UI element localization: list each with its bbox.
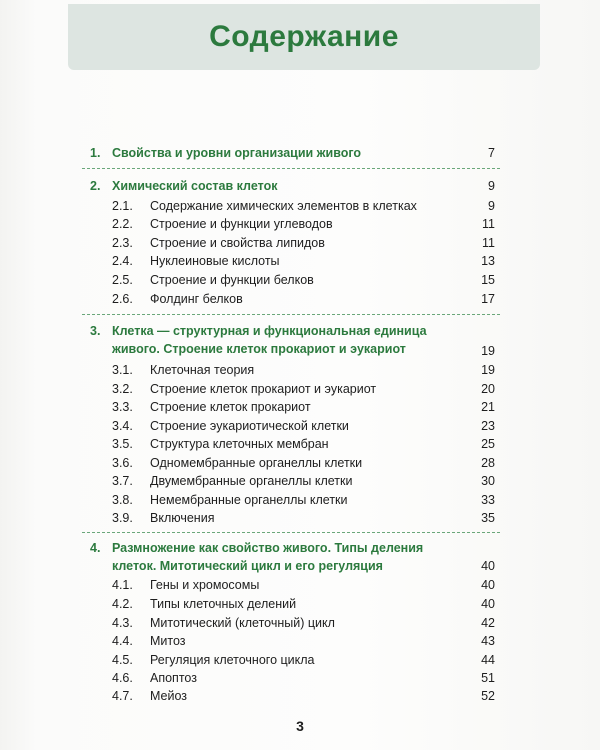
item-title: Гены и хромосомы <box>150 578 260 592</box>
chapter-title-line1: Размножение как свойство живого. Типы деления <box>112 541 424 555</box>
item-title: Апоптоз <box>150 671 197 685</box>
item-page: 11 <box>482 217 495 231</box>
chapter-title-line1: Клетка — структурная и функциональная единица <box>112 324 427 338</box>
item-number: 3.1. <box>112 363 133 377</box>
item-title: Строение клеток прокариот <box>150 400 311 414</box>
item-number: 3.5. <box>112 437 133 451</box>
item-number: 3.4. <box>112 419 133 433</box>
item-title: Строение клеток прокариот и эукариот <box>150 382 377 396</box>
item-page: 33 <box>481 493 495 507</box>
item-page: 17 <box>481 292 495 306</box>
chapter-title-line2: живого. Строение клеток прокариот и эукариот <box>112 342 406 356</box>
item-title: Регуляция клеточного цикла <box>150 653 315 667</box>
item-page: 13 <box>481 254 495 268</box>
item-page: 19 <box>481 363 495 377</box>
item-title: Структура клеточных мембран <box>150 437 329 451</box>
item-page: 40 <box>481 597 495 611</box>
item-number: 2.4. <box>112 254 133 268</box>
item-title: Немембранные органеллы клетки <box>150 493 348 507</box>
item-number: 3.3. <box>112 400 133 414</box>
item-page: 21 <box>481 400 495 414</box>
item-title: Включения <box>150 511 215 525</box>
item-title: Строение и свойства липидов <box>150 236 325 250</box>
chapter-page: 40 <box>481 559 495 573</box>
item-page: 40 <box>481 578 495 592</box>
item-number: 4.3. <box>112 616 133 630</box>
item-page: 28 <box>481 456 495 470</box>
item-number: 4.5. <box>112 653 133 667</box>
chapter-title-line2: клеток. Митотический цикл и его регуляция <box>112 559 383 573</box>
chapter-page: 7 <box>488 146 495 160</box>
item-number: 2.3. <box>112 236 133 250</box>
item-title: Нуклеиновые кислоты <box>150 254 280 268</box>
chapter-page: 19 <box>481 344 495 358</box>
item-title: Митоз <box>150 634 186 648</box>
item-title: Строение и функции углеводов <box>150 217 333 231</box>
chapter-number: 3. <box>90 324 101 338</box>
item-title: Строение и функции белков <box>150 273 314 287</box>
item-number: 3.2. <box>112 382 133 396</box>
item-page: 42 <box>481 616 495 630</box>
chapter-title: Химический состав клеток <box>112 179 278 193</box>
chapter-number: 2. <box>90 179 101 193</box>
divider <box>82 168 500 169</box>
item-page: 25 <box>481 437 495 451</box>
item-page: 9 <box>488 199 495 213</box>
item-number: 2.2. <box>112 217 133 231</box>
item-number: 4.4. <box>112 634 133 648</box>
item-number: 2.6. <box>112 292 133 306</box>
item-page: 20 <box>481 382 495 396</box>
item-number: 4.6. <box>112 671 133 685</box>
item-number: 4.7. <box>112 689 133 703</box>
page-title: Содержание <box>209 20 399 53</box>
item-number: 3.7. <box>112 474 133 488</box>
toc-chapter-3[interactable] <box>0 323 600 359</box>
item-page: 35 <box>481 511 495 525</box>
item-number: 3.9. <box>112 511 133 525</box>
item-page: 44 <box>481 653 495 667</box>
item-title: Фолдинг белков <box>150 292 243 306</box>
item-number: 3.8. <box>112 493 133 507</box>
item-page: 51 <box>481 671 495 685</box>
chapter-page: 9 <box>488 179 495 193</box>
item-page: 30 <box>481 474 495 488</box>
divider <box>82 314 500 315</box>
item-page: 11 <box>482 236 495 250</box>
item-number: 2.1. <box>112 199 133 213</box>
item-number: 4.1. <box>112 578 133 592</box>
divider <box>82 532 500 533</box>
title-banner <box>68 4 540 70</box>
item-title: Двумембранные органеллы клетки <box>150 474 353 488</box>
toc-chapter-4[interactable] <box>0 540 600 576</box>
item-page: 23 <box>481 419 495 433</box>
item-title: Строение эукариотической клетки <box>150 419 349 433</box>
item-page: 52 <box>481 689 495 703</box>
item-title: Типы клеточных делений <box>150 597 297 611</box>
item-title: Одномембранные органеллы клетки <box>150 456 363 470</box>
item-title: Мейоз <box>150 689 188 703</box>
item-title: Содержание химических элементов в клетках <box>150 199 417 213</box>
item-number: 3.6. <box>112 456 133 470</box>
item-title: Митотический (клеточный) цикл <box>150 616 335 630</box>
item-title: Клеточная теория <box>150 363 255 377</box>
item-page: 15 <box>481 273 495 287</box>
item-number: 4.2. <box>112 597 133 611</box>
item-page: 43 <box>481 634 495 648</box>
page-number: 3 <box>296 718 304 734</box>
item-number: 2.5. <box>112 273 133 287</box>
chapter-title: Свойства и уровни организации живого <box>112 146 362 160</box>
chapter-number: 1. <box>90 146 101 160</box>
chapter-number: 4. <box>90 541 101 555</box>
